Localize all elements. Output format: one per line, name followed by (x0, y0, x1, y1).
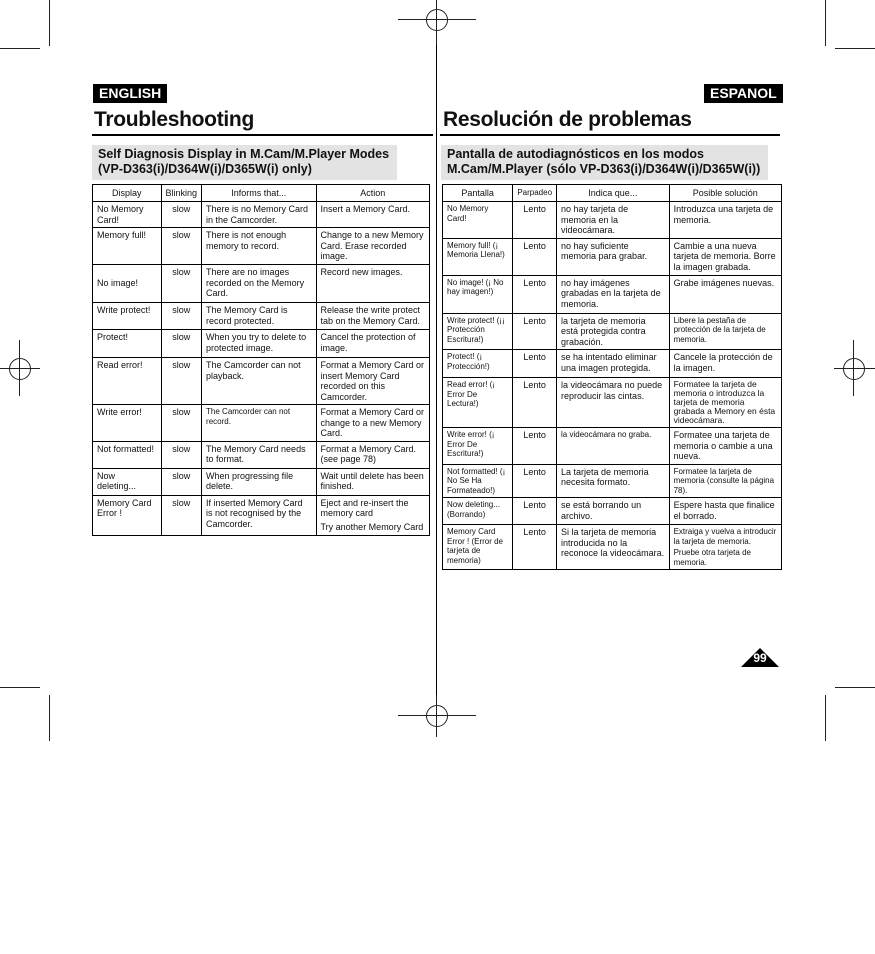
table-header-row (93, 185, 430, 202)
section-heading-line: (VP-D363(i)/D364W(i)/D365W(i) only) (98, 162, 312, 176)
informs-cell: The Camcorder can not playback. (202, 358, 316, 405)
informs-cell: When progressing file delete. (202, 468, 316, 495)
informs-cell: no hay tarjeta de memoria en la videocámara. (557, 202, 670, 239)
table-row (93, 495, 430, 535)
action-cell: Cambie a una nueva tarjeta de memoria. Borre la imagen grabada. (669, 238, 781, 275)
informs-cell: la videocámara no puede reproducir las cintas. (557, 378, 670, 428)
blinking-cell: slow (161, 202, 202, 228)
action-cell (669, 525, 781, 570)
registration-mark (834, 368, 875, 369)
informs-cell: The Camcorder can not record. (202, 405, 316, 442)
column-header: Blinking (161, 185, 202, 202)
registration-mark (398, 715, 476, 716)
action-cell: Espere hasta que finalice el borrado. (669, 498, 781, 525)
crop-mark (835, 687, 875, 688)
blinking-cell: slow (161, 358, 202, 405)
section-heading-english (92, 145, 397, 180)
action-cell: Format a Memory Card. (see page 78) (316, 441, 430, 468)
display-cell: No Memory Card! (443, 202, 513, 239)
action-cell: Formatee la tarjeta de memoria (consulte la página 78). (669, 464, 781, 498)
display-cell: Write error! (¡ Error De Escritura!) (443, 428, 513, 465)
table-row (93, 303, 430, 330)
crop-mark (835, 48, 875, 49)
registration-mark (853, 340, 854, 396)
action-line: Extraiga y vuelva a introducir la tarjeta de memoria. (673, 527, 777, 546)
blinking-cell: slow (161, 405, 202, 442)
display-cell: No Memory Card! (93, 202, 162, 228)
registration-mark (398, 19, 476, 20)
informs-cell: Si la tarjeta de memoria introducida no la reconoce la videocámara. (557, 525, 670, 570)
display-cell: No image! (¡ No hay imagen!) (443, 275, 513, 313)
registration-mark (843, 358, 865, 380)
table-row (443, 428, 782, 465)
table-row (443, 498, 782, 525)
display-cell: Now deleting... (Borrando) (443, 498, 513, 525)
troubleshooting-table-english (92, 184, 430, 536)
informs-cell: If inserted Memory Card is not recognised by the Camcorder. (202, 495, 316, 535)
display-cell: Protect! (¡ Protección!) (443, 350, 513, 378)
blinking-cell: slow (161, 265, 202, 303)
blinking-cell: slow (161, 228, 202, 265)
action-cell: Formatee una tarjeta de memoria o cambie a una nueva. (669, 428, 781, 465)
action-cell: Libere la pestaña de protección de la tarjeta de memoria. (669, 313, 781, 350)
display-cell: Memory full! (¡ Memoria Llena!) (443, 238, 513, 275)
section-heading-spanish (441, 145, 768, 180)
informs-cell: se está borrando un archivo. (557, 498, 670, 525)
action-cell: Format a Memory Card or change to a new Memory Card. (316, 405, 430, 442)
action-cell: Cancele la protección de la imagen. (669, 350, 781, 378)
display-cell: Memory Card Error ! (93, 495, 162, 535)
section-heading-line: M.Cam/M.Player (sólo VP-D363(i)/D364W(i)/D365W(i)) (447, 162, 761, 176)
table-row (93, 202, 430, 228)
informs-cell: la videocámara no graba. (557, 428, 670, 465)
registration-mark (0, 368, 40, 369)
crop-mark (825, 0, 826, 46)
display-cell: Not formatted! (¡ No Se Ha Formateado!) (443, 464, 513, 498)
table-row (93, 441, 430, 468)
display-cell: Protect! (93, 330, 162, 358)
action-cell (316, 495, 430, 535)
informs-cell: There is not enough memory to record. (202, 228, 316, 265)
blinking-cell: Lento (513, 275, 557, 313)
display-cell: Read error! (93, 358, 162, 405)
action-cell: Formatee la tarjeta de memoria o introduzca la tarjeta de memoria grabada a Memory en ésta videocámara. (669, 378, 781, 428)
blinking-cell: slow (161, 441, 202, 468)
display-cell: Memory full! (93, 228, 162, 265)
table-row (93, 228, 430, 265)
blinking-cell: slow (161, 468, 202, 495)
table-row (443, 238, 782, 275)
action-line: Eject and re-insert the memory card (320, 497, 409, 518)
column-header: Posible solución (669, 185, 781, 202)
table-row (443, 202, 782, 239)
informs-cell: la tarjeta de memoria está protegida contra grabación. (557, 313, 670, 350)
page-title-spanish: Resolución de problemas (443, 108, 692, 131)
display-cell: Read error! (¡ Error De Lectura!) (443, 378, 513, 428)
column-header: Indica que... (557, 185, 670, 202)
blinking-cell: Lento (513, 428, 557, 465)
table-row (443, 313, 782, 350)
page-title-english: Troubleshooting (94, 108, 254, 131)
troubleshooting-table-spanish (442, 184, 782, 570)
crop-mark (49, 695, 50, 741)
blinking-cell: Lento (513, 498, 557, 525)
crop-mark (0, 48, 40, 49)
registration-mark (9, 358, 31, 380)
action-cell: Record new images. (316, 265, 430, 303)
blinking-cell: Lento (513, 525, 557, 570)
action-cell: Wait until delete has been finished. (316, 468, 430, 495)
informs-cell: La tarjeta de memoria necesita formato. (557, 464, 670, 498)
action-cell: Insert a Memory Card. (316, 202, 430, 228)
table-row (443, 275, 782, 313)
column-header: Parpadeo (513, 185, 557, 202)
informs-cell: When you try to delete to protected image. (202, 330, 316, 358)
title-rule (440, 134, 780, 136)
display-cell: Not formatted! (93, 441, 162, 468)
table-row (93, 330, 430, 358)
informs-cell: se ha intentado eliminar una imagen protegida. (557, 350, 670, 378)
informs-cell: The Memory Card needs to format. (202, 441, 316, 468)
registration-mark (426, 705, 448, 727)
table-row (93, 265, 430, 303)
registration-mark (426, 9, 448, 31)
display-cell: Write protect! (93, 303, 162, 330)
display-cell: Write protect! (¡¡ Protección Escritura!) (443, 313, 513, 350)
crop-mark (49, 0, 50, 46)
column-header: Action (316, 185, 430, 202)
action-line: Pruebe otra tarjeta de memoria. (673, 548, 751, 567)
blinking-cell: Lento (513, 464, 557, 498)
blinking-cell: slow (161, 303, 202, 330)
table-row (93, 405, 430, 442)
registration-mark (436, 0, 437, 45)
informs-cell: no hay imágenes grabadas en la tarjeta de memoria. (557, 275, 670, 313)
informs-cell: The Memory Card is record protected. (202, 303, 316, 330)
language-tag-spanish: ESPANOL (704, 84, 783, 103)
title-rule (92, 134, 433, 136)
column-header: Display (93, 185, 162, 202)
action-cell: Introduzca una tarjeta de memoria. (669, 202, 781, 239)
action-cell: Format a Memory Card or insert Memory Card recorded on this Camcorder. (316, 358, 430, 405)
registration-mark (19, 340, 20, 396)
display-cell: Write error! (93, 405, 162, 442)
display-cell: Now deleting... (93, 468, 162, 495)
action-cell: Release the write protect tab on the Memory Card. (316, 303, 430, 330)
page-number: 99 (753, 651, 767, 665)
section-heading-line: Self Diagnosis Display in M.Cam/M.Player Modes (98, 147, 390, 161)
blinking-cell: slow (161, 330, 202, 358)
action-cell: Grabe imágenes nuevas. (669, 275, 781, 313)
column-header: Pantalla (443, 185, 513, 202)
table-row (443, 525, 782, 570)
section-heading-line: Pantalla de autodiagnósticos en los modos (447, 147, 704, 161)
informs-cell: There are no images recorded on the Memory Card. (202, 265, 316, 303)
table-row (93, 358, 430, 405)
blinking-cell: Lento (513, 350, 557, 378)
center-divider (436, 45, 437, 695)
display-cell: No image! (93, 265, 162, 303)
blinking-cell: Lento (513, 202, 557, 239)
registration-mark (436, 692, 437, 737)
crop-mark (825, 695, 826, 741)
column-header: Informs that... (202, 185, 316, 202)
table-header-row (443, 185, 782, 202)
blinking-cell: slow (161, 495, 202, 535)
action-line: Try another Memory Card (320, 521, 424, 532)
table-row (443, 464, 782, 498)
blinking-cell: Lento (513, 313, 557, 350)
table-row (443, 378, 782, 428)
informs-cell: no hay suficiente memoria para grabar. (557, 238, 670, 275)
display-cell: Memory Card Error ! (Error de tarjeta de memoria) (443, 525, 513, 570)
crop-mark (0, 687, 40, 688)
blinking-cell: Lento (513, 238, 557, 275)
blinking-cell: Lento (513, 378, 557, 428)
table-row (443, 350, 782, 378)
language-tag-english: ENGLISH (93, 84, 167, 103)
action-cell: Cancel the protection of image. (316, 330, 430, 358)
informs-cell: There is no Memory Card in the Camcorder. (202, 202, 316, 228)
table-row (93, 468, 430, 495)
action-cell: Change to a new Memory Card. Erase recorded image. (316, 228, 430, 265)
